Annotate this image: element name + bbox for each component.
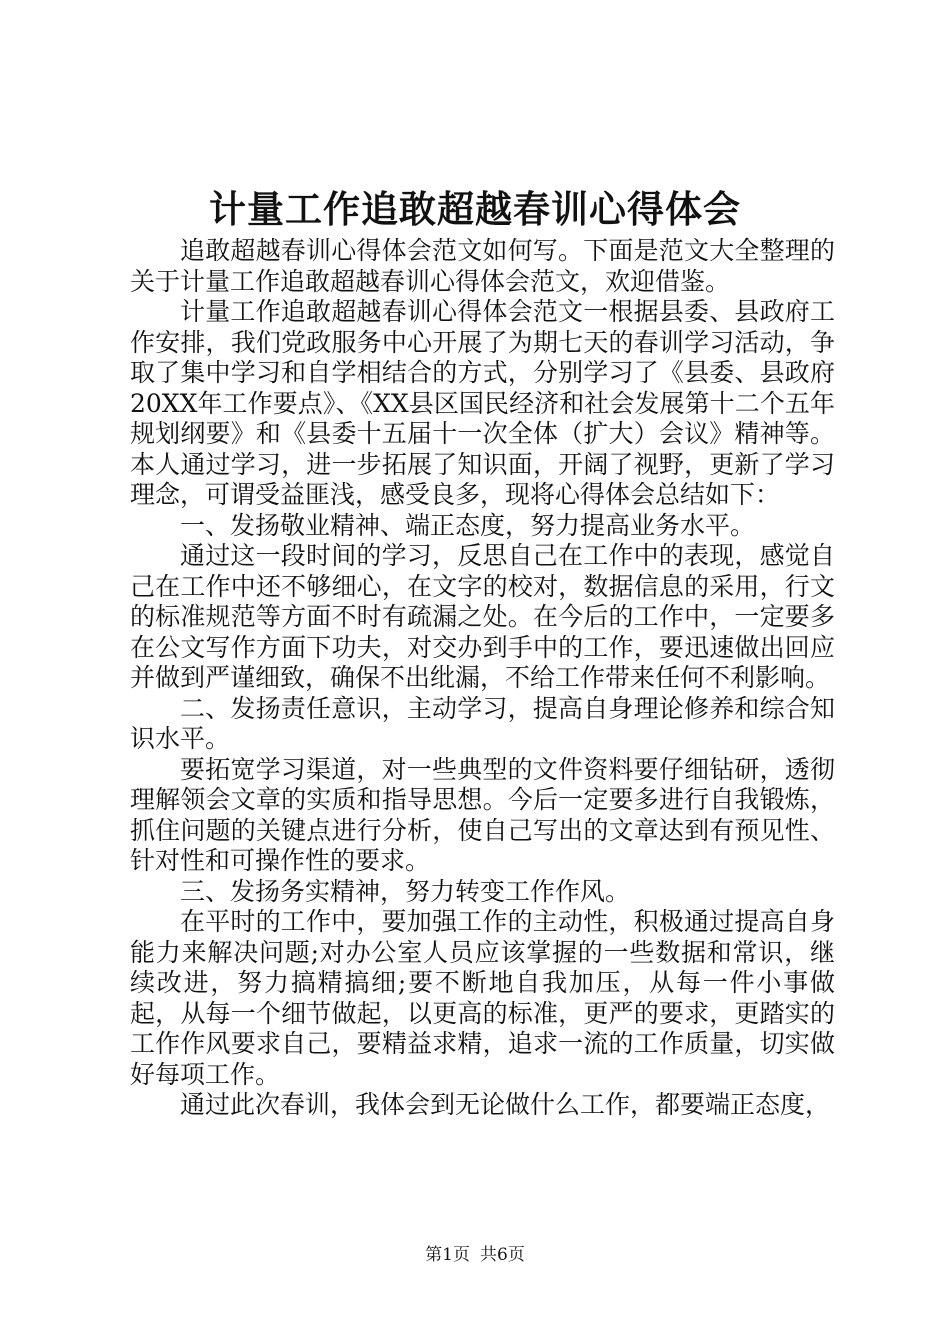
paragraph-section-two: 要拓宽学习渠道，对一些典型的文件资料要仔细钻研，透彻理解领会文章的实质和指导思想。今后一定要多进行自我锻炼，抓住问题的关键点进行分析，使自己写出的文章达到有预见性、针对性和可操作性的要求。 xyxy=(130,754,835,875)
section-heading-two: 二、发扬责任意识，主动学习，提高自身理论修养和综合知识水平。 xyxy=(130,693,835,753)
page-footer xyxy=(0,1243,950,1267)
paragraph-sample-one: 计量工作追敢超越春训心得体会范文一根据县委、县政府工作安排，我们党政服务中心开展了为期七天的春训学习活动，争取了集中学习和自学相结合的方式，分别学习了《县委、县政府20XX年工作要点》、《XX县区国民经济和社会发展第十二个五年规划纲要》和《县委十五届十一次全体（扩大）会议》精神等。本人通过学习，进一步拓展了知识面，开阔了视野，更新了学习理念，可谓受益匪浅，感受良多，现将心得体会总结如下： xyxy=(130,297,835,509)
section-heading-three: 三、发扬务实精神，努力转变工作作风。 xyxy=(180,876,631,906)
document-body xyxy=(130,236,835,1121)
paragraph-intro: 追敢超越春训心得体会范文如何写。下面是范文大全整理的关于计量工作追敢超越春训心得体会范文，欢迎借鉴。 xyxy=(130,236,835,296)
paragraph-section-three: 在平时的工作中，要加强工作的主动性，积极通过提高自身能力来解决问题;对办公室人员应该掌握的一些数据和常识，继续改进，努力搞精搞细;要不断地自我加压，从每一件小事做起，从每一个细节做起，以更高的标准，更严的要求，更踏实的工作作风要求自己，要精益求精，追求一流的工作质量，切实做好每项工作。 xyxy=(130,907,835,1089)
page-number-current: 第1页 xyxy=(425,1245,470,1265)
page-number-total: 共6页 xyxy=(480,1245,525,1265)
section-heading-one: 一、发扬敬业精神、端正态度，努力提高业务水平。 xyxy=(180,510,756,540)
document-title: 计量工作追敢超越春训心得体会 xyxy=(209,187,741,231)
paragraph-conclusion: 通过此次春训，我体会到无论做什么工作，都要端正态度， xyxy=(180,1090,831,1119)
paragraph-section-one: 通过这一段时间的学习，反思自己在工作中的表现，感觉自己在工作中还不够细心，在文字的校对，数据信息的采用，行文的标准规范等方面不时有疏漏之处。在今后的工作中，一定要多在公文写作方面下功夫，对交办到手中的工作，要迅速做出回应并做到严谨细致，确保不出纰漏，不给工作带来任何不利影响。 xyxy=(130,541,835,692)
